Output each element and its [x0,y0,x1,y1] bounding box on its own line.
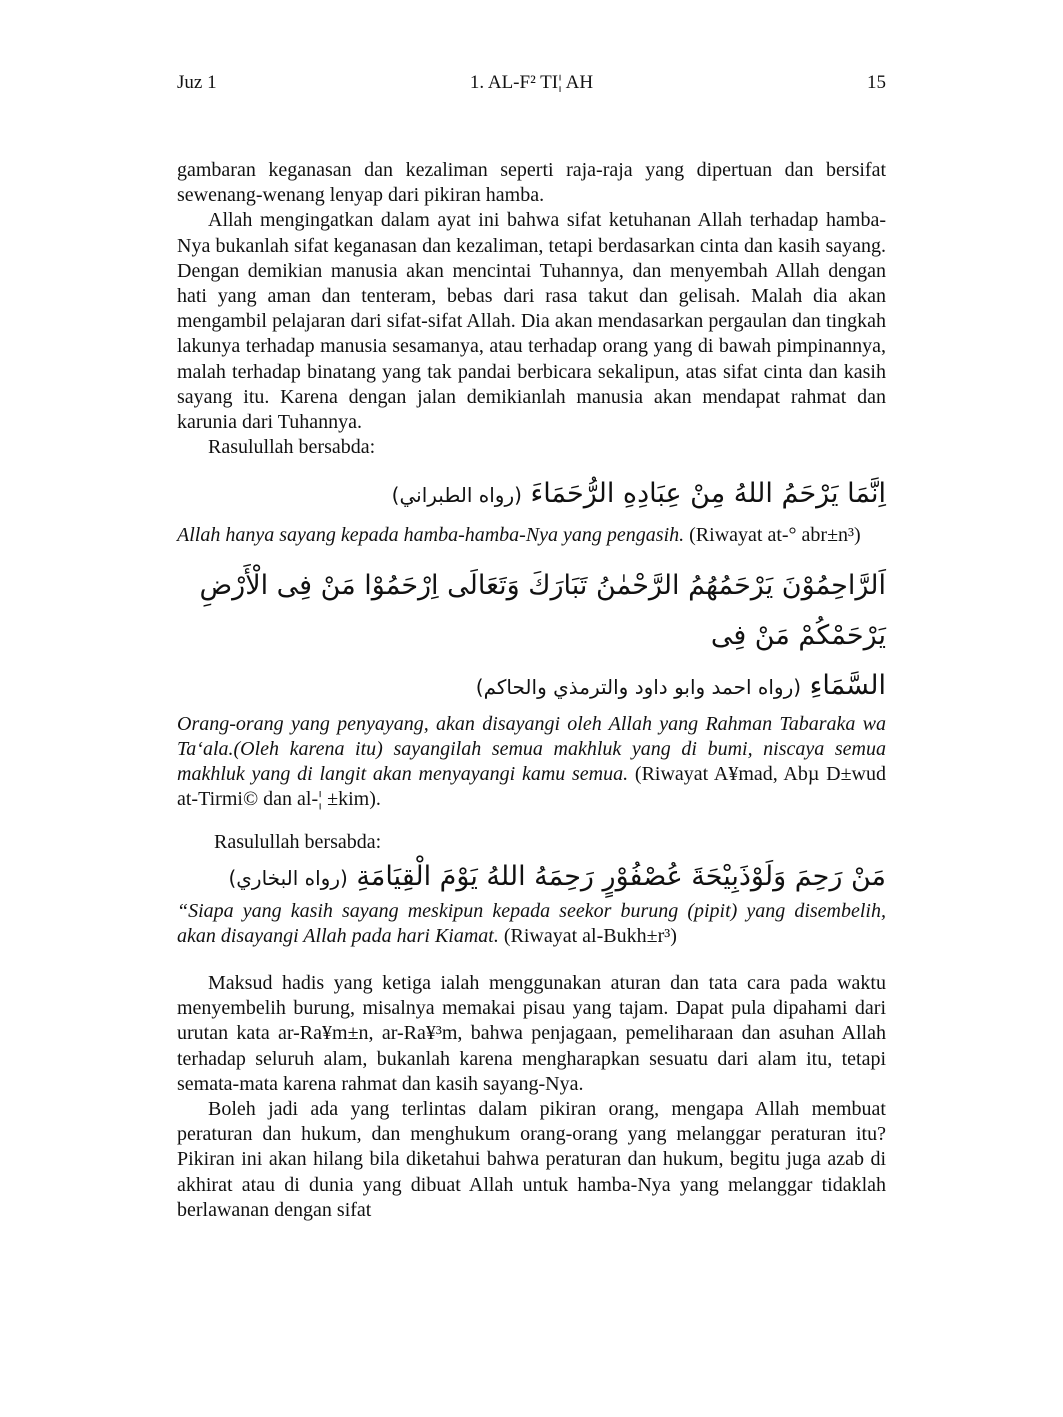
juz-label: Juz 1 [177,72,217,93]
paragraph: Boleh jadi ada yang terlintas dalam pikiran orang, mengapa Allah membuat peraturan dan hukum, dan menghukum orang-orang yang melanggar peraturan itu? Pikiran ini akan hilang bila diketahui bahwa peraturan dan hukum, begitu juga azab di akhirat atau di dunia yang dibuat Allah untuk hamba-Nya yang melanggar tidaklah berlawanan dengan sifat [177,1098,886,1221]
hadith-arabic [177,561,886,712]
page-number: 15 [867,72,886,93]
hadith-arabic-text: اِنَّمَا يَرْحَمُ اللهُ مِنْ عِبَادِهِ الرُّحَمَاءَ [530,478,886,510]
narrator: (Riwayat al-Bukh±r³) [503,924,677,947]
hadith-arabic-text: مَنْ رَحِمَ وَلَوْذَبِيْحَةَ عُصْفُوْرٍ رَحِمَهُ اللهُ يَوْمَ الْقِيَامَةِ [356,860,886,892]
hadith-source: (رواه احمد وابو داود والترمذي والحاكم) [475,674,802,699]
hadith-intro: Rasulullah bersabda: [208,436,376,459]
hadith-arabic [177,856,886,899]
hadith-arabic [177,470,886,519]
translation-text: Orang-orang yang penyayang, akan disayangi oleh Allah yang Rahman Tabaraka wa Ta‘ala.(Oleh karena itu) sayangilah semua makhluk yang di bumi, niscaya semua makhluk yang di langit akan menyayangi kamu semua. [177,712,886,786]
translation-text: Allah hanya sayang kepada hamba-hamba-Nya yang pengasih. [177,524,685,547]
page-body [177,158,886,1223]
hadith-intro: Rasulullah bersabda: [214,831,382,854]
hadith-source: (رواه الطبراني) [391,483,522,508]
hadith-translation [177,712,886,813]
paragraph: Maksud hadis yang ketiga ialah menggunakan aturan dan tata cara pada waktu menyembelih burung, misalnya memakai pisau yang tajam. Dapat pula dipahami dari urutan kata ar-Ra¥m±n, ar-Ra¥³m, bahwa penjagaan, pemeliharaan dan asuhan Allah terhadap seluruh alam, bukanlah karena mengharapkan sesuatu dari alam itu, tetapi semata-mata karena rahmat dan kasih sayang-Nya. [177,972,886,1095]
hadith-arabic-line [177,661,886,712]
hadith-arabic-text: اَلرَّاحِمُوْنَ يَرْحَمُهُمُ الرَّحْمٰنُ تَبَارَكَ وَتَعَالَى اِرْحَمُوْا مَنْ فِى الْأَرْضِ يَرْحَمْكُمْ مَنْ فِى [199,569,886,651]
paragraph: Allah mengingatkan dalam ayat ini bahwa sifat ketuhanan Allah terhadap hamba-Nya bukanlah sifat keganasan dan kezaliman, tetapi berdasarkan cinta dan kasih sayang. Dengan demikian manusia akan mencintai Tuhannya, dan menyembah Allah dengan hati yang aman dan tenteram, bebas dari rasa takut dan gelisah. Malah dia akan mengambil pelajaran dari sifat-sifat Allah. Dia akan mendasarkan pergaulan dan tingkah lakunya terhadap manusia sesamanya, atau terhadap orang yang di bawah pimpinannya, malah terhadap binatang yang tak pandai berbicara sekalipun, atas sifat cinta dan kasih sayang itu. Karena dengan jalan demikianlah manusia akan mendapat rahmat dan karunia dari Tuhannya. [177,209,886,434]
page-header [177,72,886,98]
hadith-translation [177,899,886,949]
narrator: (Riwayat at-° abr±n³) [689,524,861,547]
chapter-title: 1. AL-F² TI¦ AH [469,72,594,93]
hadith-translation [177,523,886,548]
narrator: (Riwayat A¥mad, Abµ D±wud at-Tirmi© dan al-¦ ±kim). [177,763,887,811]
hadith-arabic-text: السَّمَاءِ [809,669,886,701]
translation-text: “Siapa yang kasih sayang meskipun kepada seekor burung (pipit) yang disembelih, akan disayangi Allah pada hari Kiamat. [177,899,886,947]
paragraph: gambaran keganasan dan kezaliman seperti raja-raja yang dipertuan dan bersifat sewenang-wenang lenyap dari pikiran hamba. [177,159,886,207]
hadith-source: (رواه البخاري) [228,865,348,890]
